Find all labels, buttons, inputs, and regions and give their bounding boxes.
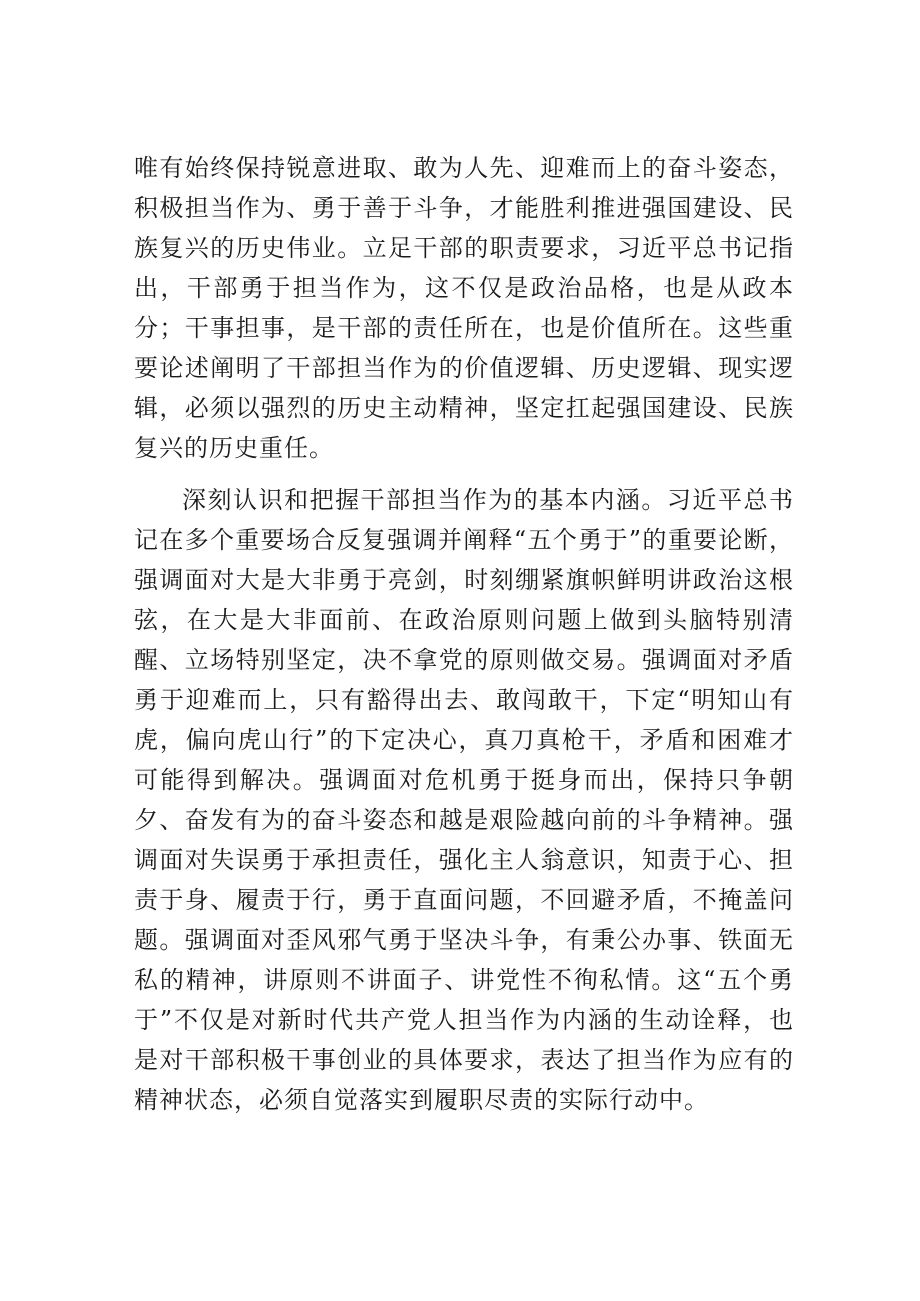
paragraph-2: 深刻认识和把握干部担当作为的基本内涵。习近平总书记在多个重要场合反复强调并阐释“五个勇于”的重要论断，强调面对大是大非勇于亮剑，时刻绷紧旗帜鲜明讲政治这根弦，在大是大非面前、在政治原则问题上做到头脑特别清醒、立场特别坚定，决不拿党的原则做交易。强调面对矛盾勇于迎难而上，只有豁得出去、敢闯敢干，下定“明知山有虎，偏向虎山行”的下定决心，真刀真枪干，矛盾和困难才可能得到解决。强调面对危机勇于挺身而出，保持只争朝夕、奋发有为的奋斗姿态和越是艰险越向前的斗争精神。强调面对失误勇于承担责任，强化主人翁意识，知责于心、担责于身、履责于行，勇于直面问题，不回避矛盾，不掩盖问题。强调面对歪风邪气勇于坚决斗争，有秉公办事、铁面无私的精神，讲原则不讲面子、讲党性不徇私情。这“五个勇于”不仅是对新时代共产党人担当作为内涵的生动诠释，也是对干部积极干事创业的具体要求，表达了担当作为应有的精神状态，必须自觉落实到履职尽责的实际行动中。 xyxy=(134,486,794,1114)
document-body xyxy=(134,148,794,1132)
paragraph-1: 唯有始终保持锐意进取、敢为人先、迎难而上的奋斗姿态，积极担当作为、勇于善于斗争，才能胜利推进强国建设、民族复兴的历史伟业。立足干部的职责要求，习近平总书记指出，干部勇于担当作为，这不仅是政治品格，也是从政本分；干事担事，是干部的责任所在，也是价值所在。这些重要论述阐明了干部担当作为的价值逻辑、历史逻辑、现实逻辑，必须以强烈的历史主动精神，坚定扛起强国建设、民族复兴的历史重任。 xyxy=(134,154,794,462)
